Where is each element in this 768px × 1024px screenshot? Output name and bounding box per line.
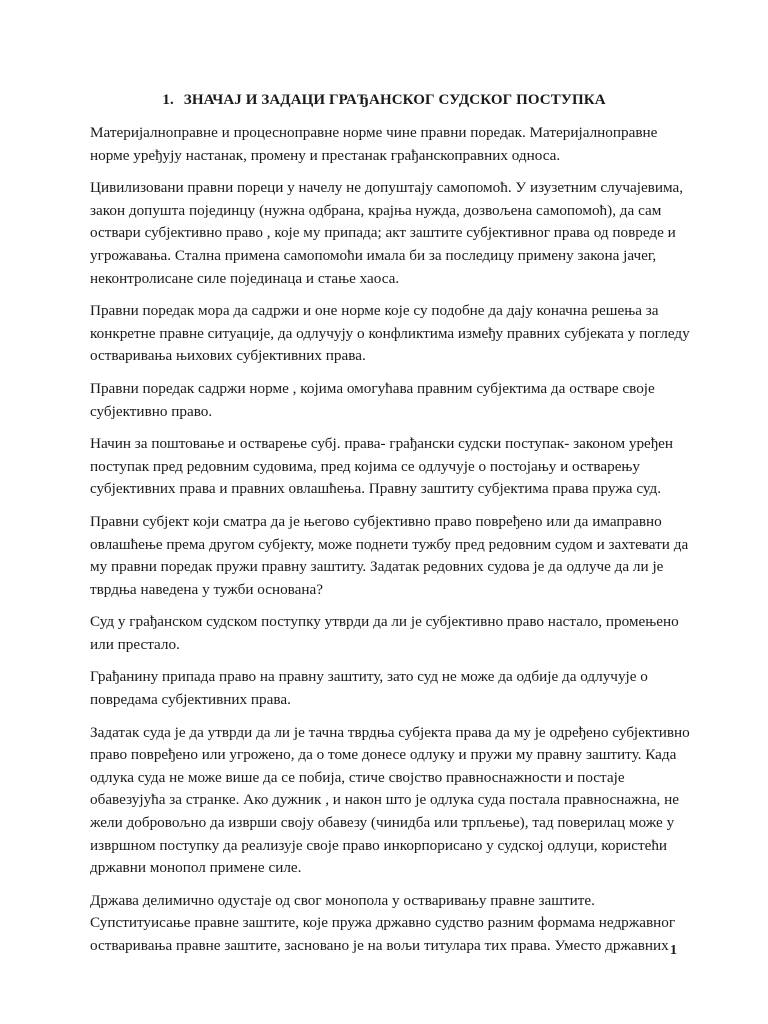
paragraph: Материјалноправне и процесноправне норме чине правни поредак. Материјалноправне норме уређују настанак, промену и престанак грађанскоправних односа. xyxy=(90,124,658,164)
paragraph: Суд у грађанском судском поступку утврди да ли је субјективно право настало, промењено или престало. xyxy=(90,613,679,653)
paragraph: Држава делимично одустаје од свог монопола у остваривању правне заштите. Супституисање правне заштите, које пружа државно судство разним формама недржавног остваривања правне заштите, засновано је на вољи титулара тих права. Уместо државних xyxy=(90,891,676,954)
section-number: 1. xyxy=(162,92,174,108)
body-text xyxy=(90,122,690,968)
paragraph: Грађанину припада право на правну заштиту, зато суд не може да одбије да одлучује о повредама субјективних права. xyxy=(90,668,648,709)
paragraph: Задатак суда је да утврди да ли је тачна тврдња субјекта права да му је одређено субјективно право повређено или угрожено, да о томе донесе одлуку и пружи му правну заштиту. Када одлука суда не може више да се побија, стиче својство правноснажности и постаје обавезујућа за странке. Ако дужник , и након што је одлука суда постала правноснажна, не жели добровољно да изврши своју обавезу (чинидба или трпљење), тад поверилац може у извршном поступку да реализује своје право инкорпорисано у судској одлуци, користећи државни монопол примене силе. xyxy=(90,723,690,877)
page-number: 1 xyxy=(670,943,677,958)
paragraph: Правни субјект који сматра да је његово субјективно право повређено или да имаправно овлашћење према другом субјекту, може поднети тужбу пред редовним судом и захтевати да му правни поредак пружи правну заштиту. Задатак редовних судова је да одлуче да ли је тврдња наведена у тужби основана? xyxy=(90,512,689,598)
paragraph: Правни поредак мора да садржи и оне норме које су подобне да дају коначна решења за конкретне правне ситуације, да одлучују о конфликтима између правних субјеката у погледу остваривања њихових субјективних права. xyxy=(90,302,690,365)
paragraph: Цивилизовани правни пореци у начелу не допуштају самопомоћ. У изузетним случајевима, закон допушта појединцу (нужна одбрана, крајња нужда, дозвољена самопомоћ), да сам оствари субјективно право , које му припада; акт заштите субјективног права од повреде и угрожавања. Стална примена самопомоћи имала би за последицу примену закона јачег, неконтролисане силе појединаца и стање хаоса. xyxy=(90,179,684,287)
paragraph: Правни поредак садржи норме , којима омогућава правним субјектима да остваре своје субјективно право. xyxy=(90,379,655,420)
section-title: ЗНАЧАЈ И ЗАДАЦИ ГРАЂАНСКОГ СУДСКОГ ПОСТУПКА xyxy=(183,92,606,108)
section-heading xyxy=(0,92,768,109)
paragraph: Начин за поштовање и остварење субј. права- грађански судски поступак- законом уређен поступак пред редовним судовима, пред којима се одлучује о постојању и остварењу субјективних права и правних овлашћења. Правну заштиту субјектима права пружа суд. xyxy=(90,435,673,498)
